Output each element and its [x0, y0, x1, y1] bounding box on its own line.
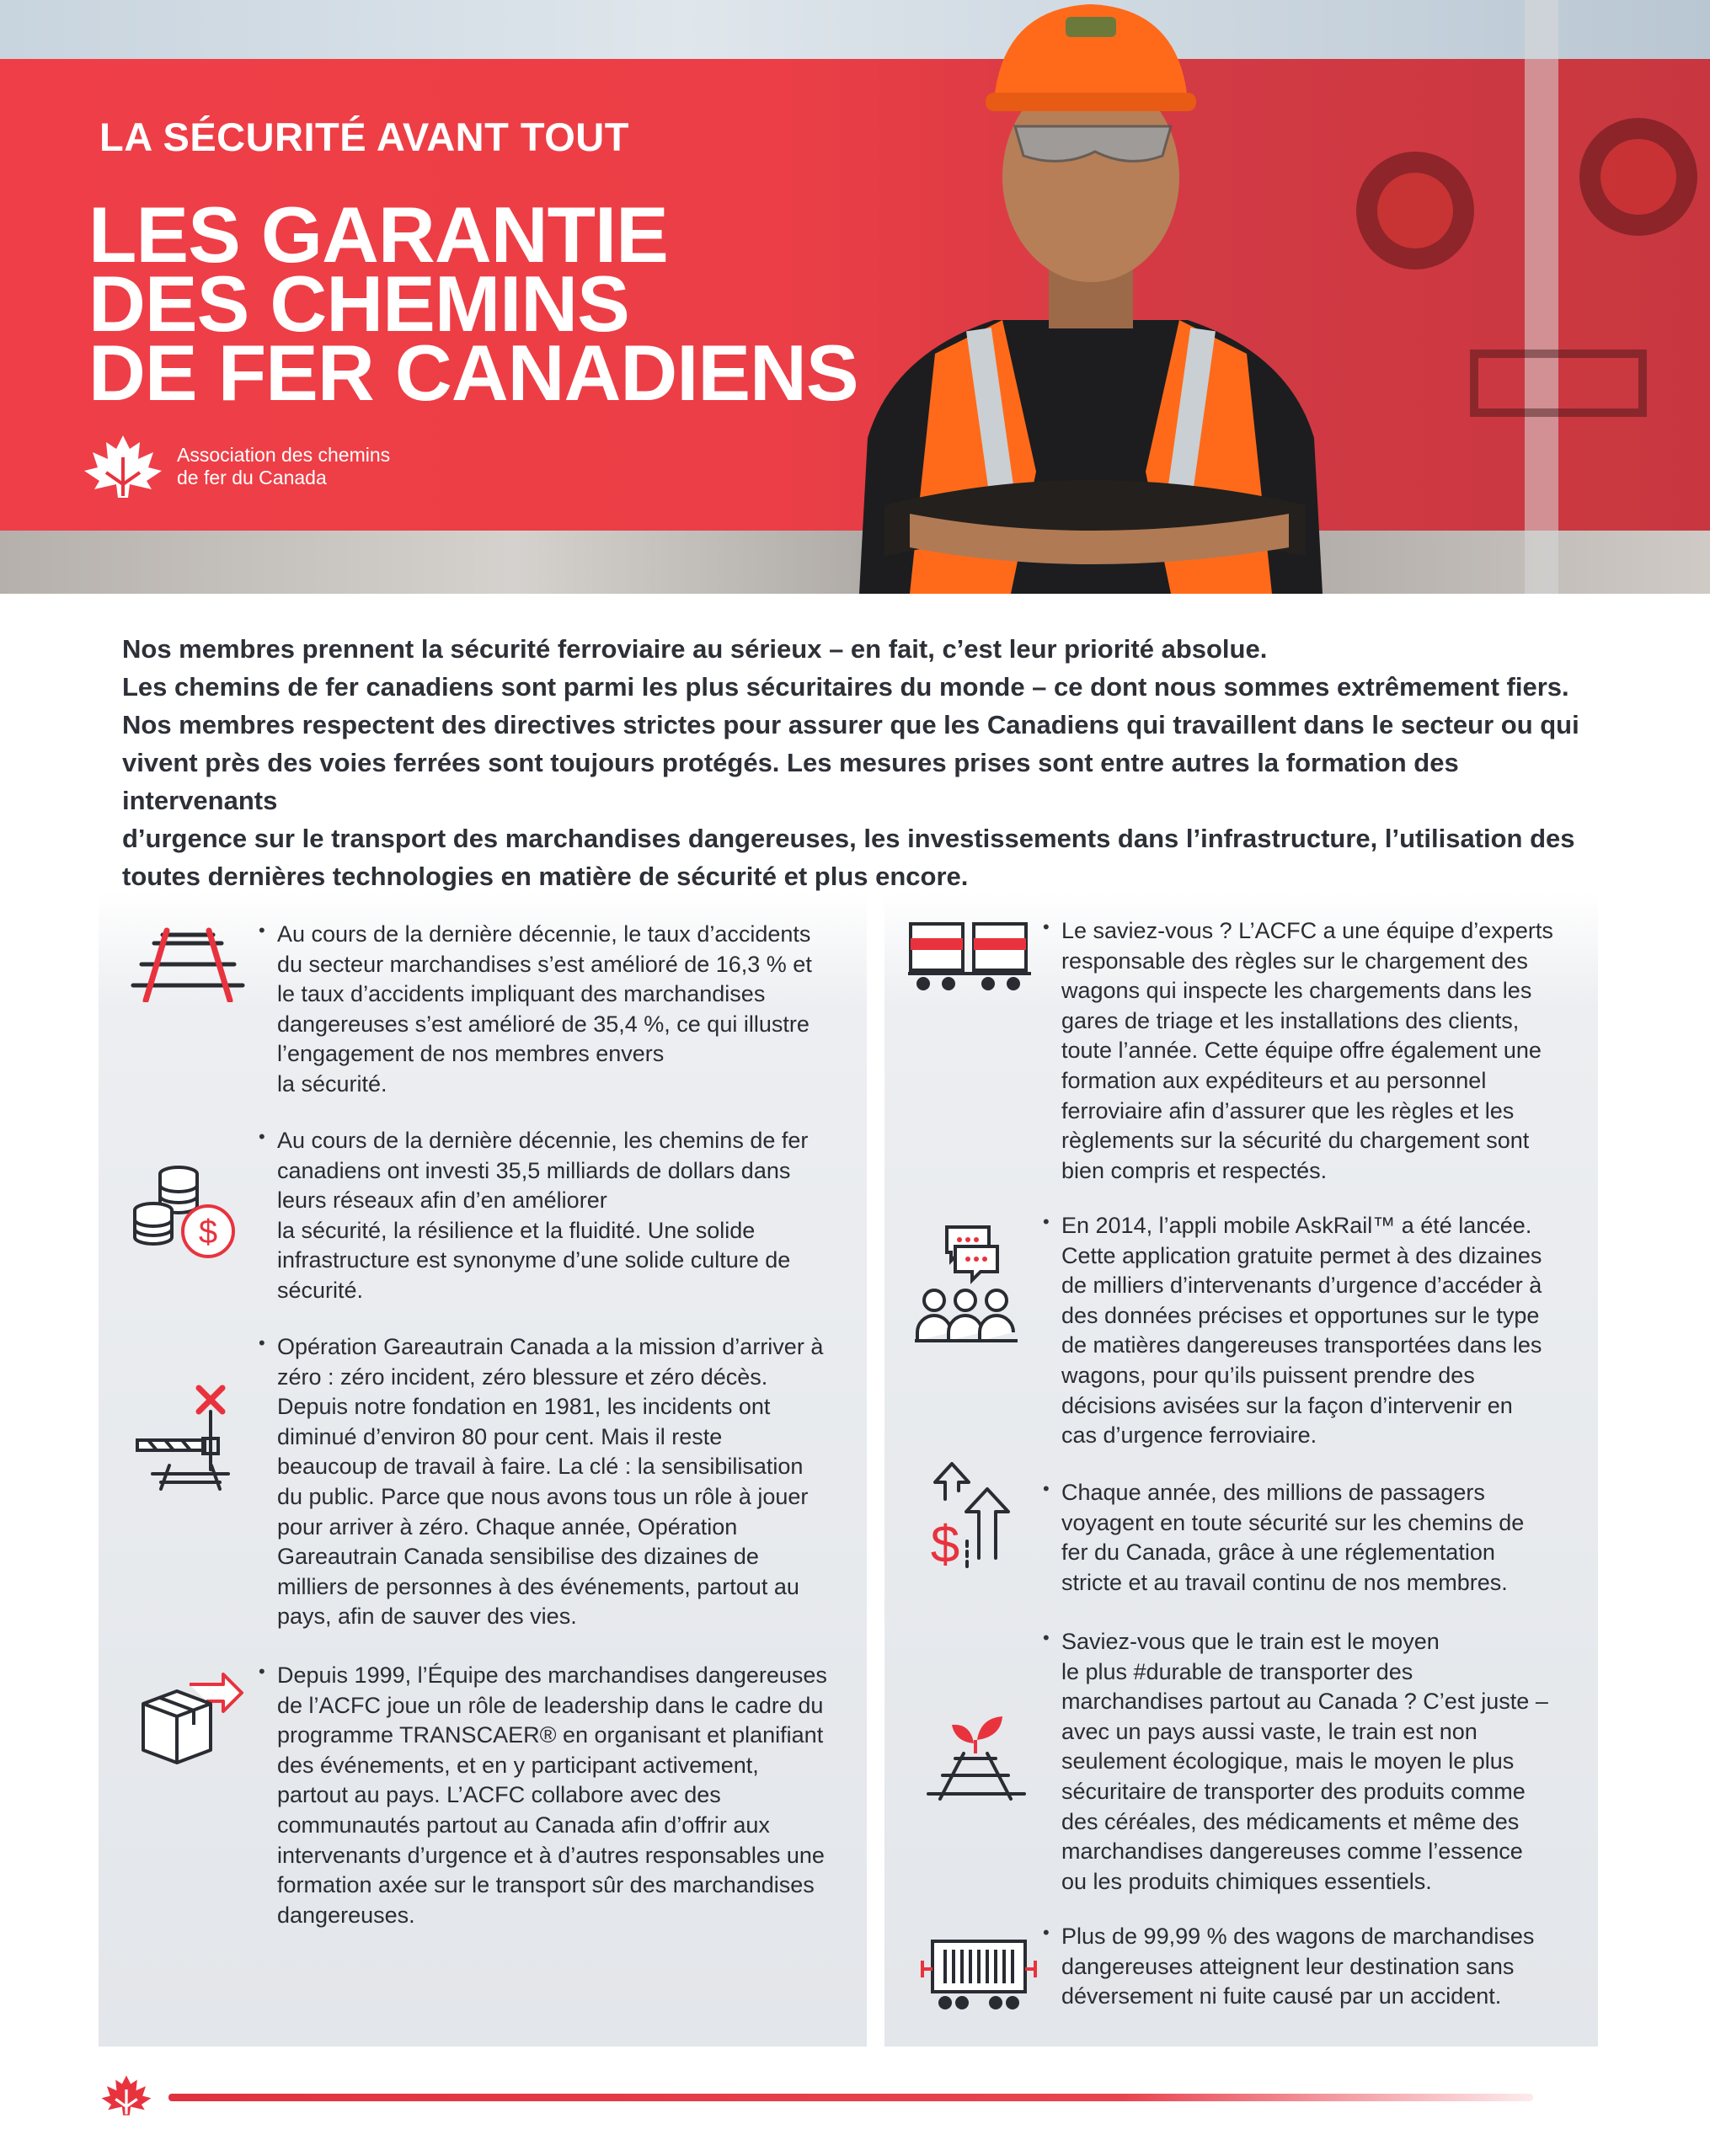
text-line: sécuritaire de transporter des produits comme: [1061, 1778, 1526, 1804]
worker-photo: [834, 0, 1710, 594]
text-line: zéro : zéro incident, zéro blessure et zéro décès.: [277, 1364, 768, 1390]
text-line: ou les produits chimiques essentiels.: [1061, 1868, 1432, 1894]
maple-leaf-logo-icon: [81, 434, 165, 499]
text-line: le taux d’accidents impliquant des marchandises: [277, 981, 766, 1007]
footer-maple-leaf-icon: [99, 2073, 153, 2117]
text-line: marchandises dangereuses comme l’essence: [1061, 1838, 1523, 1865]
text-line: canadiens ont investi 35,5 milliards de dollars dans: [277, 1157, 791, 1183]
text-line: infrastructure est synonyme d’une solide culture de: [277, 1247, 791, 1273]
org-name: [177, 444, 390, 489]
intro-line: Nos membres respectent des directives strictes pour assurer que les Canadiens qui travaillent dans le secteur ou qui: [122, 710, 1579, 739]
text-line: marchandises partout au Canada ? C’est juste –: [1061, 1689, 1548, 1715]
people-chat-icon: [913, 1223, 1023, 1349]
hero-title-line: DES CHEMINS: [88, 259, 629, 348]
text-line: ferroviaire afin d’assurer que les règles et les: [1061, 1097, 1515, 1123]
bullet: •: [259, 1332, 265, 1353]
text-line: fer du Canada, grâce à une réglementation: [1061, 1540, 1495, 1566]
text-line: responsable des règles sur le chargement des: [1061, 947, 1528, 974]
freight-cars-icon: [906, 920, 1033, 995]
list-item: [259, 1126, 848, 1306]
text-line: diminué d’environ 80 pour cent. Mais il reste: [277, 1423, 723, 1449]
text-line: la sécurité.: [277, 1070, 387, 1097]
bullet: •: [259, 920, 265, 941]
list-item-text: [277, 1661, 827, 1930]
text-line: de l’ACFC joue un rôle de leadership dans le cadre du: [277, 1692, 824, 1718]
footer-divider: [168, 2094, 1533, 2101]
right-panel: [884, 893, 1598, 2047]
list-item-text: [277, 1126, 808, 1306]
text-line: formation aux expéditeurs et au personnel: [1061, 1067, 1487, 1093]
sprout-track-icon: [922, 1710, 1031, 1802]
hero-subtitle: LA SÉCURITÉ AVANT TOUT: [99, 115, 629, 159]
text-line: leurs réseaux afin d’en améliorer: [277, 1187, 607, 1214]
bullet: •: [1043, 1211, 1050, 1232]
text-line: seulement écologique, mais le moyen le plus: [1061, 1748, 1515, 1774]
text-line: de milliers d’intervenants d’urgence d’accéder à: [1061, 1273, 1542, 1299]
package-arrow-icon: [139, 1666, 248, 1767]
text-line: sécurité.: [277, 1277, 364, 1303]
intro-line: d’urgence sur le transport des marchandises dangereuses, les investissements dans l’infrastructure, l’utilisation des: [122, 824, 1575, 853]
org-logo: [81, 434, 390, 499]
text-line: milliers de personnes à des événements, partout au: [277, 1573, 799, 1599]
text-line: des céréales, des médicaments et même des: [1061, 1808, 1520, 1834]
hero-title: [88, 190, 858, 417]
text-line: Cette application gratuite permet à des dizaines: [1061, 1242, 1542, 1268]
text-line: wagons, pour qu’ils puissent prendre des: [1061, 1362, 1475, 1388]
growth-arrows-dollar-icon: [928, 1457, 1021, 1575]
text-line: stricte et au travail continu de nos membres.: [1061, 1569, 1508, 1595]
text-line: décisions avisées sur la façon d’intervenir en: [1061, 1392, 1513, 1418]
text-line: avec un pays aussi vaste, le train est non: [1061, 1718, 1478, 1744]
text-line: Depuis 1999, l’Équipe des marchandises dangereuses: [277, 1662, 827, 1688]
svg-text:$: $: [198, 1214, 218, 1251]
text-line: voyagent en toute sécurité sur les chemins de: [1061, 1509, 1525, 1535]
text-line: Saviez-vous que le train est le moyen: [1061, 1629, 1440, 1654]
org-name-line: de fer du Canada: [177, 467, 327, 488]
text-line: règlements sur la sécurité du chargement sont: [1061, 1128, 1530, 1154]
intro-line: Les chemins de fer canadiens sont parmi les plus sécuritaires du monde – ce dont nous sommes extrêmement fiers.: [122, 672, 1569, 702]
list-item-text: [1061, 1922, 1534, 2012]
bullet: •: [259, 1126, 265, 1147]
hero-title-line: DE FER CANADIENS: [88, 328, 858, 417]
hero-banner: [0, 0, 1710, 594]
text-line: wagons qui inspecte les chargements dans les: [1061, 978, 1532, 1004]
list-item-text: [1061, 916, 1553, 1186]
text-line: programme TRANSCAER® en organisant et planifiant: [277, 1722, 824, 1748]
list-item: [1043, 1627, 1590, 1897]
org-name-line: Association des chemins: [177, 444, 391, 466]
coins-dollar-icon: [132, 1164, 242, 1265]
bullet: •: [259, 1661, 265, 1682]
text-line: beaucoup de travail à faire. La clé : la sensibilisation: [277, 1454, 804, 1480]
svg-text:$: $: [930, 1516, 960, 1574]
list-item: [259, 1332, 848, 1632]
intro-paragraph: [122, 630, 1605, 895]
text-line: Chaque année, des millions de passagers: [1061, 1480, 1485, 1505]
text-line: Depuis notre fondation en 1981, les incidents ont: [277, 1394, 771, 1420]
text-line: cas d’urgence ferroviaire.: [1061, 1422, 1317, 1449]
list-item: [1043, 1922, 1590, 2012]
text-line: des données précises et opportunes sur le type: [1061, 1302, 1540, 1328]
list-item: [259, 1661, 848, 1930]
text-line: bien compris et respectés.: [1061, 1157, 1328, 1183]
text-line: dangereuses s’est amélioré de 35,4 %, ce qui illustre: [277, 1011, 810, 1037]
left-panel: [99, 893, 867, 2047]
text-line: communautés partout au Canada afin d’offrir aux: [277, 1812, 770, 1838]
text-line: déversement ni fuite causé par un accident.: [1061, 1983, 1502, 2009]
text-line: Gareautrain Canada sensibilise des dizaines de: [277, 1544, 759, 1570]
text-line: pays, afin de sauver des vies.: [277, 1604, 577, 1630]
text-line: la sécurité, la résilience et la fluidité. Une solide: [277, 1217, 756, 1243]
bullet: •: [1043, 1922, 1050, 1943]
text-line: pour arriver à zéro. Chaque année, Opération: [277, 1513, 738, 1540]
text-line: des événements, et en y participant activement,: [277, 1752, 759, 1778]
text-line: l’engagement de nos membres envers: [277, 1041, 665, 1067]
list-item-text: [1061, 1627, 1548, 1897]
text-line: En 2014, l’appli mobile AskRail™ a été lancée.: [1061, 1213, 1532, 1238]
intro-line: vivent près des voies ferrées sont toujours protégés. Les mesures prises sont entre autres la formation des intervenants: [122, 748, 1459, 815]
list-item: [1043, 1478, 1590, 1598]
list-item-text: [277, 1332, 823, 1632]
hero-title-line: LES GARANTIE: [88, 190, 668, 279]
text-line: dangereuses atteignent leur destination sans: [1061, 1953, 1515, 1979]
text-line: du secteur marchandises s’est amélioré de 16,3 % et: [277, 951, 812, 977]
railway-crossing-icon: [136, 1381, 245, 1491]
list-item-text: [277, 920, 812, 1100]
text-line: toute l’année. Cette équipe offre également une: [1061, 1038, 1542, 1064]
text-line: Plus de 99,99 % des wagons de marchandises: [1061, 1924, 1535, 1949]
list-item: [1043, 1211, 1590, 1451]
list-item-text: [1061, 1211, 1542, 1451]
text-line: Au cours de la dernière décennie, le taux d’accidents: [277, 921, 811, 947]
text-line: du public. Parce que nous avons tous un rôle à jouer: [277, 1483, 809, 1509]
text-line: intervenants d’urgence et à d’autres responsables une: [277, 1842, 825, 1868]
text-line: Au cours de la dernière décennie, les chemins de fer: [277, 1128, 809, 1153]
intro-line: Nos membres prennent la sécurité ferroviaire au sérieux – en fait, c’est leur priorité absolue.: [122, 634, 1268, 664]
text-line: Opération Gareautrain Canada a la mission d’arriver à: [277, 1334, 824, 1359]
list-item: [259, 920, 848, 1100]
tank-car-icon: [920, 1937, 1038, 2017]
bullet: •: [1043, 1627, 1050, 1648]
bullet: •: [1043, 916, 1050, 937]
intro-line: toutes dernières technologies en matière de sécurité et plus encore.: [122, 862, 969, 891]
text-line: gares de triage et les installations des clients,: [1061, 1007, 1520, 1033]
text-line: le plus #durable de transporter des: [1061, 1658, 1413, 1684]
list-item: [1043, 916, 1590, 1186]
text-line: de matières dangereuses transportées dans les: [1061, 1332, 1542, 1358]
railway-track-icon: [129, 926, 247, 1002]
list-item-text: [1061, 1478, 1524, 1598]
bullet: •: [1043, 1478, 1050, 1499]
text-line: dangereuses.: [277, 1902, 415, 1928]
text-line: partout au pays. L’ACFC collabore avec des: [277, 1782, 721, 1808]
text-line: formation axée sur le transport sûr des marchandises: [277, 1872, 815, 1898]
text-line: Le saviez-vous ? L’ACFC a une équipe d’experts: [1061, 918, 1553, 943]
